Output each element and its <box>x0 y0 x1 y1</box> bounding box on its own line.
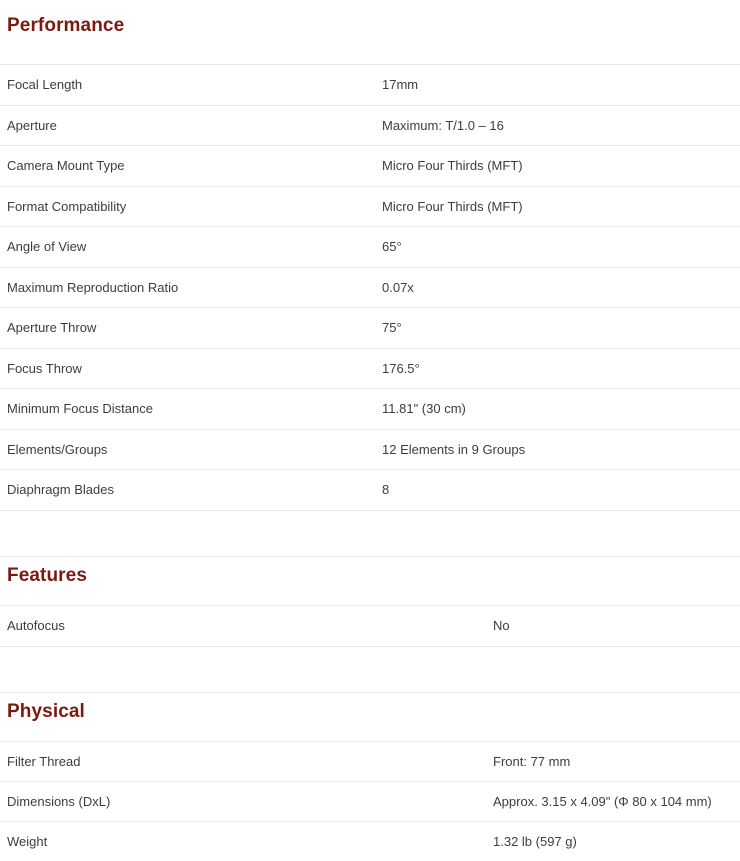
spec-value: 65° <box>382 239 402 254</box>
spec-label: Filter Thread <box>7 754 81 769</box>
spec-value: Front: 77 mm <box>493 754 571 769</box>
spec-row-focus-throw <box>0 348 740 388</box>
spec-value: 0.07x <box>382 280 414 295</box>
spec-value: 176.5° <box>382 361 420 376</box>
spec-row-diaphragm-blades <box>0 469 740 509</box>
spec-row-dimensions <box>0 781 740 821</box>
spec-label: Aperture Throw <box>7 320 97 335</box>
spec-value: Approx. 3.15 x 4.09" (Φ 80 x 104 mm) <box>493 794 712 809</box>
spec-value: 8 <box>382 482 390 497</box>
spec-row-weight <box>0 821 740 861</box>
spec-row-autofocus <box>0 605 740 645</box>
spec-row-aperture-throw <box>0 307 740 347</box>
spec-row-maximum-reproduction-ratio <box>0 267 740 307</box>
section-divider <box>0 692 740 693</box>
spec-label: Dimensions (DxL) <box>7 794 111 809</box>
spec-label: Minimum Focus Distance <box>7 401 153 416</box>
spec-row-format-compatibility <box>0 186 740 226</box>
section-divider <box>0 646 740 647</box>
spec-label: Diaphragm Blades <box>7 482 114 497</box>
spec-value: No <box>493 618 510 633</box>
spec-value: Micro Four Thirds (MFT) <box>382 158 523 173</box>
section-divider <box>0 556 740 557</box>
spec-value: 1.32 lb (597 g) <box>493 834 577 849</box>
spec-label: Angle of View <box>7 239 87 254</box>
spec-value: 75° <box>382 320 402 335</box>
spec-row-angle-of-view <box>0 226 740 266</box>
spec-label: Autofocus <box>7 618 65 633</box>
spec-label: Focus Throw <box>7 361 82 376</box>
spec-row-minimum-focus-distance <box>0 388 740 428</box>
features-heading: Features <box>7 565 88 586</box>
spec-row-filter-thread <box>0 741 740 781</box>
spec-value: Maximum: T/1.0 – 16 <box>382 118 504 133</box>
spec-label: Elements/Groups <box>7 442 108 457</box>
spec-label: Weight <box>7 834 48 849</box>
spec-label: Maximum Reproduction Ratio <box>7 280 179 295</box>
spec-row-camera-mount-type <box>0 145 740 185</box>
physical-heading: Physical <box>7 701 85 722</box>
spec-row-focal-length <box>0 64 740 104</box>
spec-label: Camera Mount Type <box>7 158 125 173</box>
section-divider <box>0 510 740 511</box>
spec-value: Micro Four Thirds (MFT) <box>382 199 523 214</box>
spec-label: Format Compatibility <box>7 199 127 214</box>
spec-row-elements-groups <box>0 429 740 469</box>
spec-label: Aperture <box>7 118 57 133</box>
performance-heading: Performance <box>7 15 125 36</box>
spec-value: 12 Elements in 9 Groups <box>382 442 526 457</box>
spec-row-aperture <box>0 105 740 145</box>
spec-value: 11.81" (30 cm) <box>382 401 466 416</box>
spec-value: 17mm <box>382 77 419 92</box>
spec-label: Focal Length <box>7 77 83 92</box>
